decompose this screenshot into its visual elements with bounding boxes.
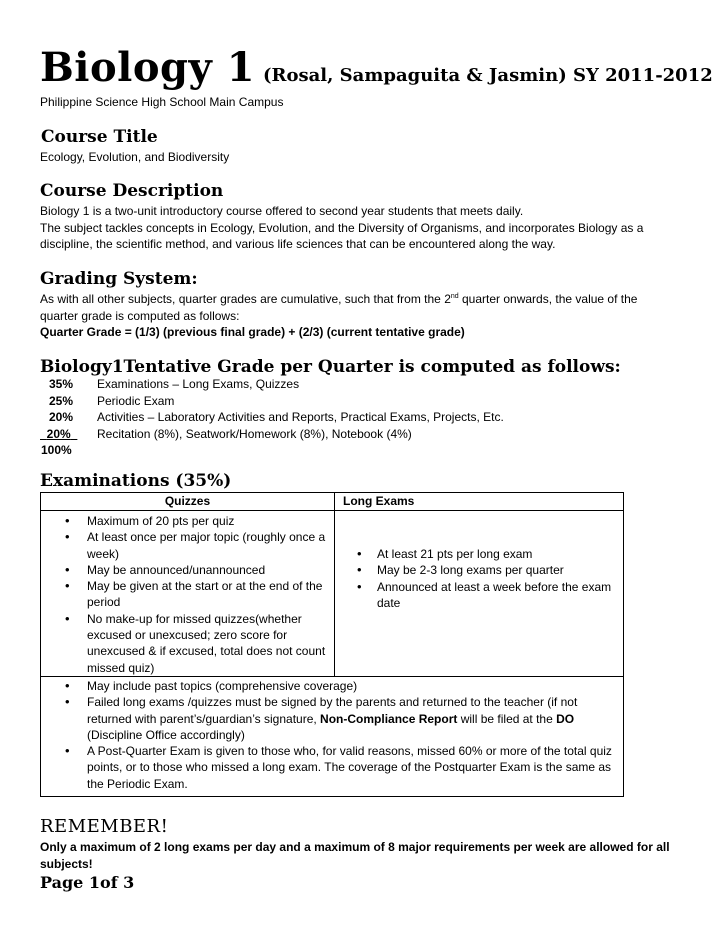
quizzes-cell (41, 511, 335, 676)
tentative-desc: Recitation (8%), Seatwork/Homework (8%), Notebook (4%) (97, 426, 412, 441)
grading-line-part: quarter onwards, the value of the (458, 292, 638, 306)
page-number: Page 1of 3 (40, 873, 135, 892)
course-description-line: Biology 1 is a two-unit introductory course offered to second year students that meets daily. (40, 204, 524, 218)
tentative-heading: Biology1Tentative Grade per Quarter is computed as follows: (40, 357, 621, 377)
list-item: • May be announced/unannounced (41, 562, 334, 578)
tentative-total-row (40, 442, 504, 459)
superscript: nd (450, 293, 459, 300)
general-list (41, 678, 623, 792)
tentative-row (40, 376, 504, 393)
tentative-desc: Activities – Laboratory Activities and Reports, Practical Exams, Projects, Etc. (97, 410, 504, 424)
tentative-row (40, 409, 504, 426)
list-item: • At least 21 pts per long exam (335, 546, 623, 562)
list-item (41, 694, 623, 743)
tentative-percent: 35% (49, 377, 74, 391)
examinations-general-row (41, 677, 623, 796)
grading-line-part: As with all other subjects, quarter grades are cumulative, such that from the 2 (40, 292, 451, 306)
list-item: • Announced at least a week before the exam date (335, 579, 623, 612)
school-name: Philippine Science High School Main Campus (40, 95, 284, 109)
course-title-heading: Course Title (41, 127, 158, 147)
grading-formula: Quarter Grade = (1/3) (previous final grade) + (2/3) (current tentative grade) (40, 325, 465, 339)
course-description-heading: Course Description (40, 181, 224, 201)
remember-text: Only a maximum of 2 long exams per day and a maximum of 8 major requirements per week are allowed for all subjects! (40, 840, 670, 871)
list-item: • May include past topics (comprehensive coverage) (41, 678, 623, 694)
list-item: • May be 2-3 long exams per quarter (335, 562, 623, 578)
tentative-row (40, 393, 504, 410)
list-item: • A Post-Quarter Exam is given to those who, for valid reasons, missed 60% or more of the total quiz points, or to those who missed a long exam. The coverage of the Postquarter Exam is the same as the Periodic Exam. (41, 743, 623, 792)
tentative-percent: 20% (46, 426, 71, 441)
examinations-body-row (41, 511, 623, 677)
tentative-percent: 25% (49, 393, 74, 408)
list-item: • No make-up for missed quizzes(whether excused or unexcused; zero score for unexcused & if excused, total does not count missed quiz) (41, 611, 334, 676)
examinations-header-row (41, 493, 623, 511)
title-main: Biology 1 (40, 44, 256, 91)
long-exams-list (335, 546, 623, 611)
examinations-heading: Examinations (35%) (40, 471, 232, 491)
course-title-text: Ecology, Evolution, and Biodiversity (40, 150, 230, 164)
tentative-row (40, 426, 504, 443)
list-item: • May be given at the start or at the end of the period (41, 578, 334, 611)
long-exams-column-header: Long Exams (343, 494, 415, 508)
list-item: • Maximum of 20 pts per quiz (41, 513, 334, 529)
non-compliance-report: Non-Compliance Report (320, 711, 458, 726)
tentative-total: 100% (41, 443, 72, 457)
text-part: will be filed at the (457, 711, 557, 726)
long-exams-cell (335, 511, 623, 676)
grading-line (40, 289, 690, 308)
quizzes-list (41, 513, 334, 676)
document-title (40, 44, 713, 91)
tentative-desc: Examinations – Long Exams, Quizzes (97, 377, 300, 391)
tentative-percent: 20% (49, 410, 74, 424)
course-description-text (40, 203, 690, 253)
text-part: Failed long exams /quizzes must be signed by the parents and returned to the teacher (if not returned with parent’s/guardian’s signature, (87, 695, 578, 726)
grading-line: quarter grade is computed as follows: (40, 308, 240, 323)
grading-heading: Grading System: (40, 269, 198, 289)
course-description-line: discipline, the scientific method, and various life sciences that can be encountered along the way. (40, 237, 556, 251)
tentative-desc: Periodic Exam (97, 393, 175, 408)
examinations-table (40, 492, 624, 797)
course-description-line: The subject tackles concepts in Ecology, Evolution, and the Diversity of Organisms, and incorporates Biology as a (40, 220, 644, 235)
list-item: • At least once per major topic (roughly once a week) (41, 529, 334, 562)
text-part: (Discipline Office accordingly) (87, 727, 245, 742)
tentative-table (40, 376, 504, 459)
remember-heading: REMEMBER! (40, 816, 169, 837)
grading-text (40, 289, 690, 341)
do-abbrev: DO (556, 711, 575, 726)
title-subtitle: (Rosal, Sampaguita & Jasmin) SY 2011-2012 (263, 65, 713, 86)
quizzes-column-header: Quizzes (41, 493, 335, 510)
